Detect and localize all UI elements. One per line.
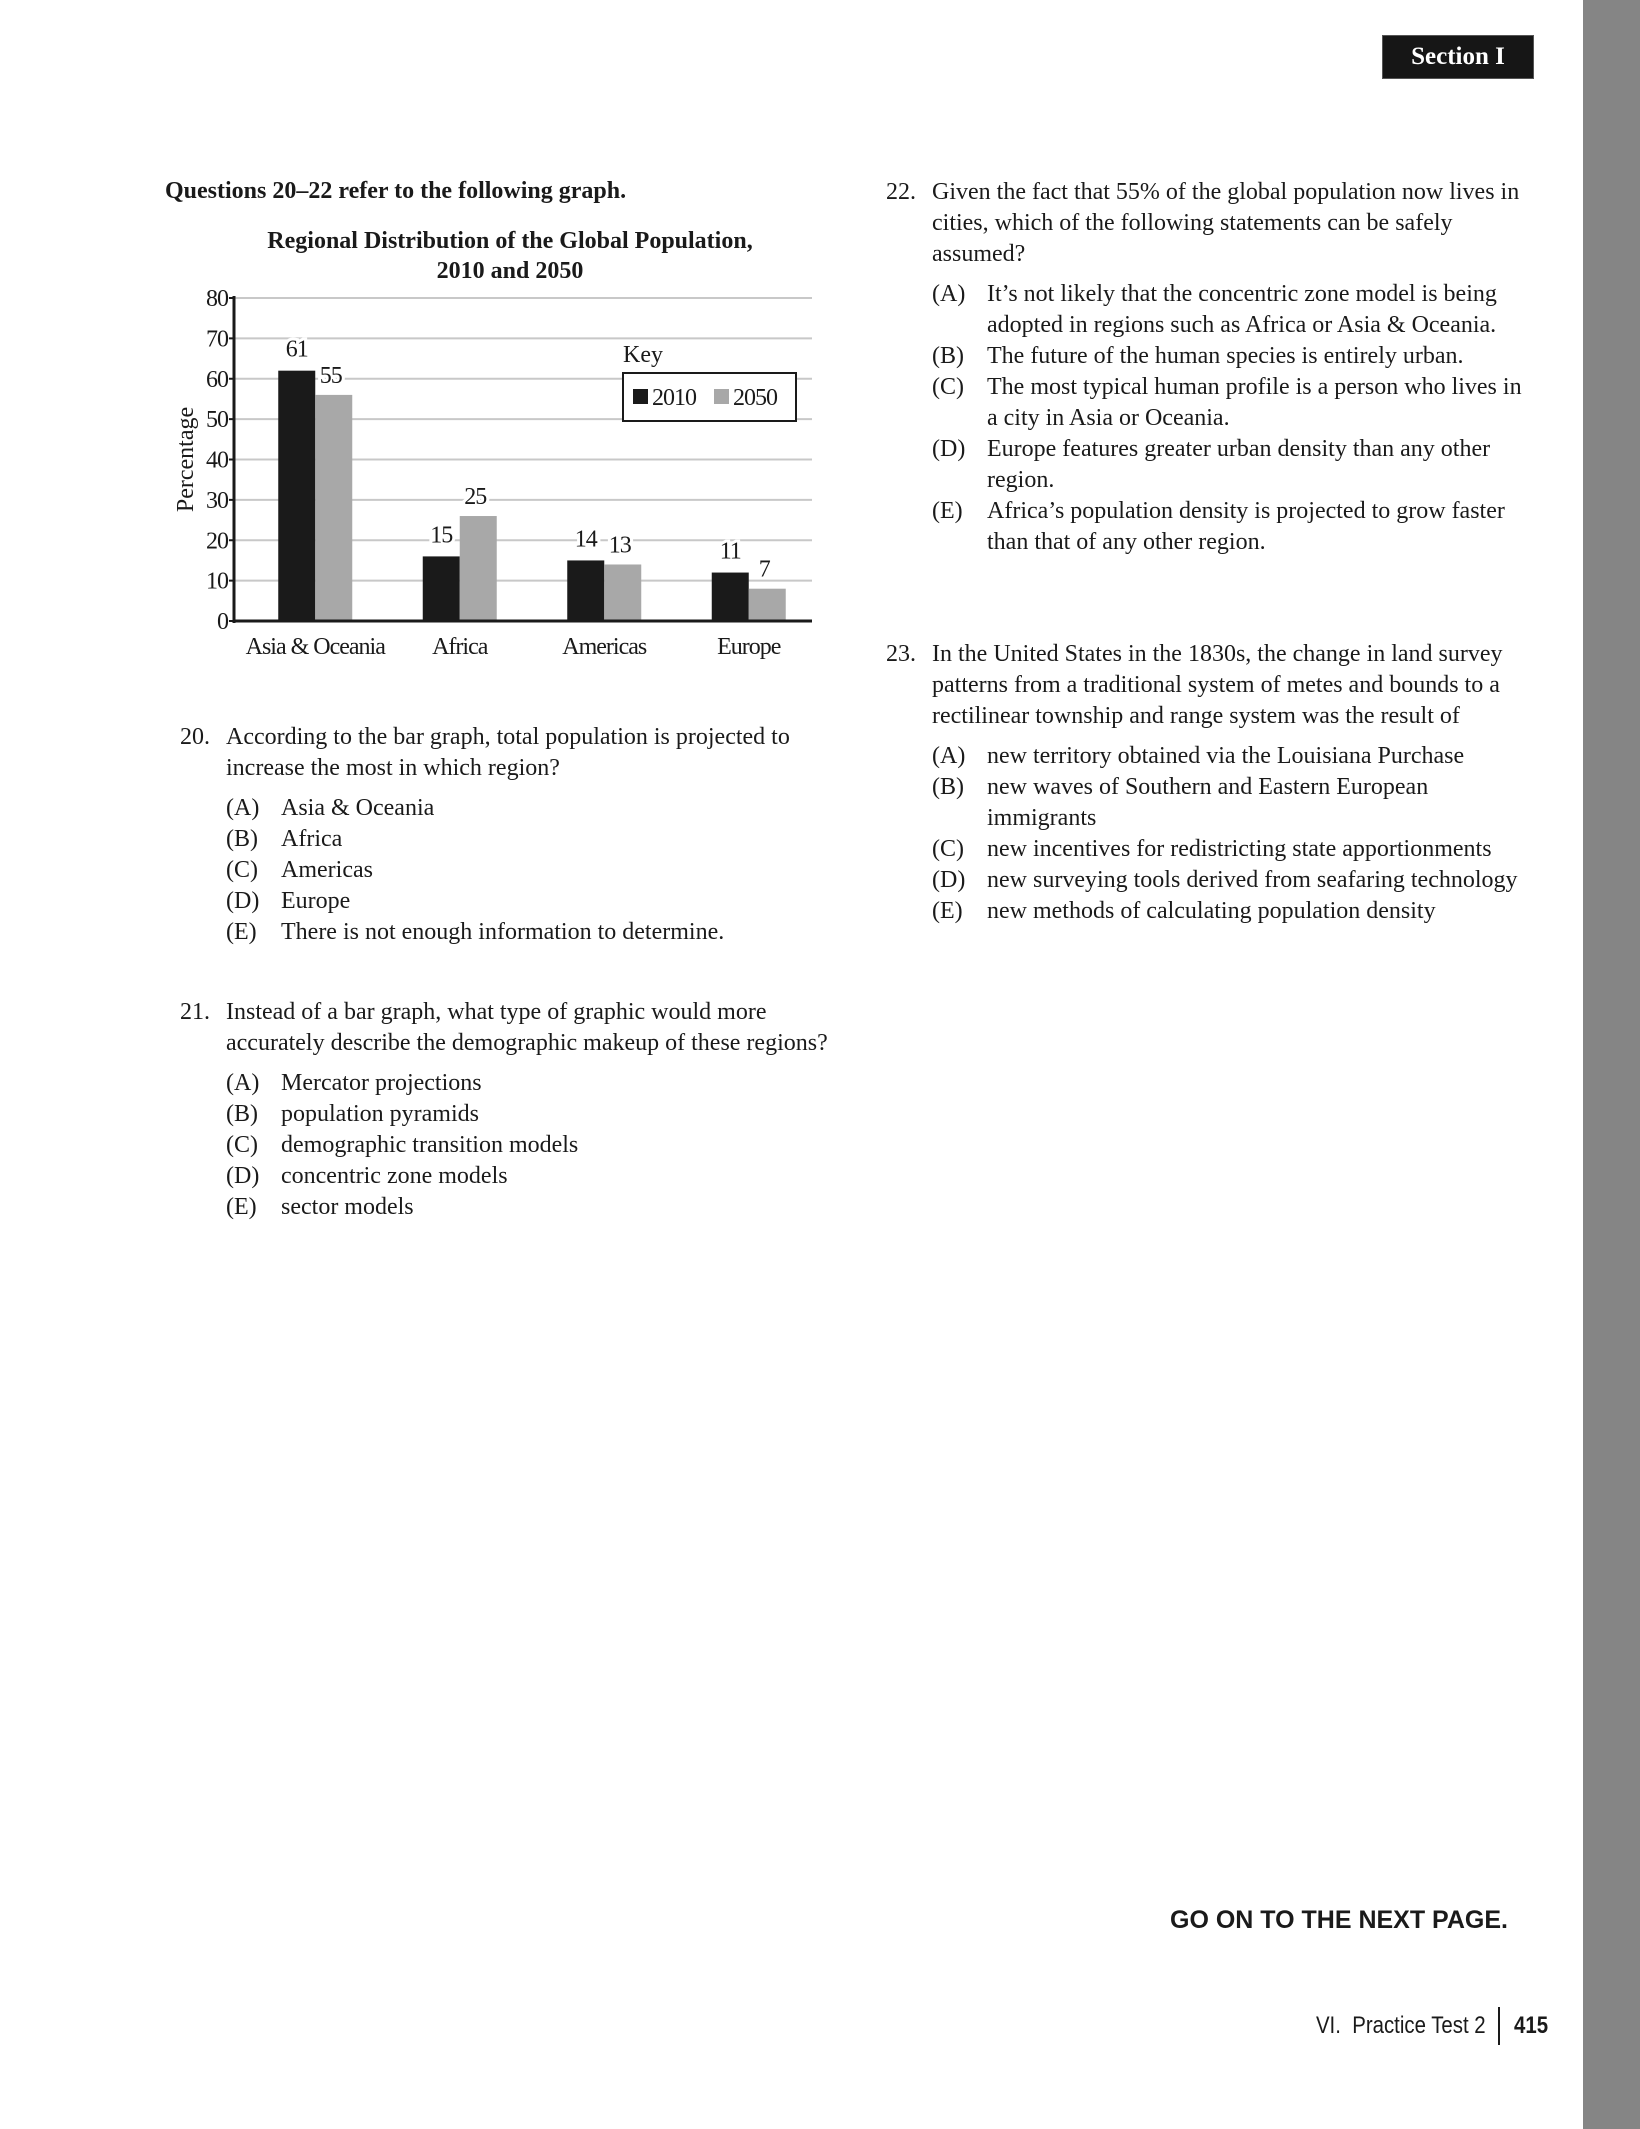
bar-value-label: 55 bbox=[319, 362, 342, 389]
chart-title-line-2: 2010 and 2050 bbox=[436, 258, 584, 284]
answer-choice[interactable] bbox=[226, 1099, 830, 1130]
answer-choice[interactable] bbox=[226, 1192, 830, 1223]
bar-value-label: 11 bbox=[719, 538, 741, 565]
footer-section-label: VI. Practice Test 2 bbox=[1315, 2012, 1486, 2039]
choice-text: The future of the human species is entirely urban. bbox=[987, 343, 1464, 369]
choice-text: The most typical human profile is a person who lives in a city in Asia or Oceania. bbox=[987, 374, 1522, 431]
question-23 bbox=[886, 639, 1536, 927]
answer-choice[interactable] bbox=[932, 496, 1536, 558]
choice-letter: (C) bbox=[932, 836, 964, 862]
answer-choices bbox=[226, 1068, 830, 1223]
choice-letter: (A) bbox=[932, 743, 966, 769]
question-stem: In the United States in the 1830s, the change in land survey patterns from a traditional system of metes and bounds to a rectilinear township and range system was the result of bbox=[932, 641, 1503, 729]
bar-2010 bbox=[712, 573, 749, 621]
choice-letter: (D) bbox=[932, 436, 966, 462]
answer-choice[interactable] bbox=[226, 886, 830, 917]
choice-text: new incentives for redistricting state apportionments bbox=[987, 836, 1492, 862]
question-number: 22. bbox=[886, 179, 916, 205]
legend-label: 2010 bbox=[652, 385, 696, 411]
answer-choice[interactable] bbox=[226, 1130, 830, 1161]
y-tick-label: 30 bbox=[206, 487, 228, 514]
legend-swatch-2050 bbox=[714, 389, 729, 404]
legend-label: 2050 bbox=[733, 385, 777, 411]
x-category-label: Europe bbox=[717, 634, 781, 660]
choice-letter: (D) bbox=[932, 867, 966, 893]
page-number: 415 bbox=[1513, 2012, 1548, 2039]
choice-text: There is not enough information to determine. bbox=[281, 919, 725, 945]
question-21 bbox=[180, 997, 830, 1223]
y-tick-label: 80 bbox=[206, 286, 228, 312]
bar-value-label: 13 bbox=[608, 532, 631, 559]
choice-text: Americas bbox=[281, 857, 373, 883]
y-tick-label: 60 bbox=[206, 366, 228, 393]
x-category-label: Americas bbox=[562, 634, 647, 660]
bar-2010 bbox=[567, 560, 604, 621]
chart-title-line-1: Regional Distribution of the Global Population, bbox=[267, 228, 753, 254]
choice-text: sector models bbox=[281, 1194, 414, 1220]
bar-value-label: 15 bbox=[430, 522, 453, 549]
page-edge-tab bbox=[1583, 0, 1640, 2129]
choice-letter: (C) bbox=[226, 857, 258, 883]
y-tick-label: 10 bbox=[206, 568, 228, 595]
question-stem: According to the bar graph, total population is projected to increase the most in which region? bbox=[226, 724, 790, 781]
bar-2010 bbox=[278, 371, 315, 621]
bar-2050 bbox=[749, 589, 786, 621]
choice-text: Asia & Oceania bbox=[281, 795, 435, 821]
bar-chart bbox=[0, 0, 900, 700]
x-category-label: Africa bbox=[432, 634, 488, 660]
y-tick-label: 20 bbox=[206, 528, 228, 555]
go-on-next-page-notice: GO ON TO THE NEXT PAGE. bbox=[1170, 1906, 1509, 1934]
question-number: 21. bbox=[180, 999, 210, 1025]
bar-value-label: 7 bbox=[758, 556, 770, 583]
choice-letter: (D) bbox=[226, 888, 260, 914]
choice-letter: (E) bbox=[932, 498, 963, 524]
answer-choice[interactable] bbox=[932, 865, 1536, 896]
choice-text: Europe features greater urban density than any other region. bbox=[987, 436, 1491, 493]
choice-text: Europe bbox=[281, 888, 351, 914]
choice-text: new methods of calculating population density bbox=[987, 898, 1436, 924]
answer-choice[interactable] bbox=[226, 1068, 830, 1099]
choice-letter: (E) bbox=[226, 1194, 257, 1220]
choice-letter: (C) bbox=[226, 1132, 258, 1158]
answer-choice[interactable] bbox=[226, 1161, 830, 1192]
answer-choice[interactable] bbox=[226, 793, 830, 824]
answer-choice[interactable] bbox=[932, 279, 1536, 341]
choice-letter: (A) bbox=[932, 281, 966, 307]
answer-choice[interactable] bbox=[226, 824, 830, 855]
question-stem: Given the fact that 55% of the global population now lives in cities, which of the following statements can be safely assumed? bbox=[932, 179, 1520, 267]
choice-text: new territory obtained via the Louisiana Purchase bbox=[987, 743, 1465, 769]
choice-text: demographic transition models bbox=[281, 1132, 579, 1158]
y-tick-label: 40 bbox=[206, 447, 228, 474]
answer-choice[interactable] bbox=[932, 372, 1536, 434]
answer-choice[interactable] bbox=[932, 772, 1536, 834]
bar-2050 bbox=[460, 516, 497, 621]
footer-divider bbox=[1498, 2007, 1500, 2045]
bar-value-label: 61 bbox=[285, 336, 308, 363]
question-22 bbox=[886, 177, 1536, 558]
legend-title: Key bbox=[623, 342, 663, 368]
answer-choice[interactable] bbox=[226, 855, 830, 886]
choice-letter: (D) bbox=[226, 1163, 260, 1189]
choice-letter: (B) bbox=[226, 1101, 258, 1127]
bar-value-label: 14 bbox=[574, 526, 597, 553]
answer-choice[interactable] bbox=[932, 434, 1536, 496]
choice-text: population pyramids bbox=[281, 1101, 479, 1127]
y-tick-label: 50 bbox=[206, 407, 228, 434]
x-category-label: Asia & Oceania bbox=[245, 634, 385, 660]
answer-choice[interactable] bbox=[226, 917, 830, 948]
choice-letter: (E) bbox=[226, 919, 257, 945]
answer-choices bbox=[226, 793, 830, 948]
choice-letter: (A) bbox=[226, 1070, 260, 1096]
choice-text: Africa bbox=[281, 826, 343, 852]
bar-2050 bbox=[604, 564, 641, 621]
choice-text: new surveying tools derived from seafaring technology bbox=[987, 867, 1518, 893]
choice-text: Africa’s population density is projected to grow faster than that of any other region. bbox=[987, 498, 1505, 555]
answer-choice[interactable] bbox=[932, 341, 1536, 372]
choice-text: Mercator projections bbox=[281, 1070, 482, 1096]
bar-2010 bbox=[423, 556, 460, 621]
question-20 bbox=[180, 722, 830, 948]
answer-choice[interactable] bbox=[932, 741, 1536, 772]
question-number: 20. bbox=[180, 724, 210, 750]
choice-letter: (A) bbox=[226, 795, 260, 821]
answer-choices bbox=[932, 279, 1536, 558]
choice-letter: (C) bbox=[932, 374, 964, 400]
choice-letter: (B) bbox=[932, 774, 964, 800]
page-footer bbox=[1286, 2008, 1554, 2044]
choice-text: It’s not likely that the concentric zone model is being adopted in regions such as Africa or Asia & Oceania. bbox=[987, 281, 1497, 338]
choice-letter: (B) bbox=[932, 343, 964, 369]
legend-swatch-2010 bbox=[633, 389, 648, 404]
bar-value-label: 25 bbox=[464, 484, 487, 511]
choice-text: new waves of Southern and Eastern European immigrants bbox=[987, 774, 1429, 831]
y-axis-label: Percentage bbox=[173, 406, 199, 513]
y-tick-label: 0 bbox=[217, 609, 228, 635]
question-number: 23. bbox=[886, 641, 916, 667]
questions-intro: Questions 20–22 refer to the following graph. bbox=[165, 178, 627, 204]
choice-letter: (E) bbox=[932, 898, 963, 924]
bar-2050 bbox=[315, 395, 352, 621]
question-stem: Instead of a bar graph, what type of graphic would more accurately describe the demographic makeup of these regions? bbox=[226, 999, 828, 1056]
answer-choice[interactable] bbox=[932, 896, 1536, 927]
choice-text: concentric zone models bbox=[281, 1163, 508, 1189]
answer-choices bbox=[932, 741, 1536, 927]
y-tick-label: 70 bbox=[206, 326, 228, 353]
choice-letter: (B) bbox=[226, 826, 258, 852]
section-badge: Section I bbox=[1382, 35, 1534, 79]
answer-choice[interactable] bbox=[932, 834, 1536, 865]
